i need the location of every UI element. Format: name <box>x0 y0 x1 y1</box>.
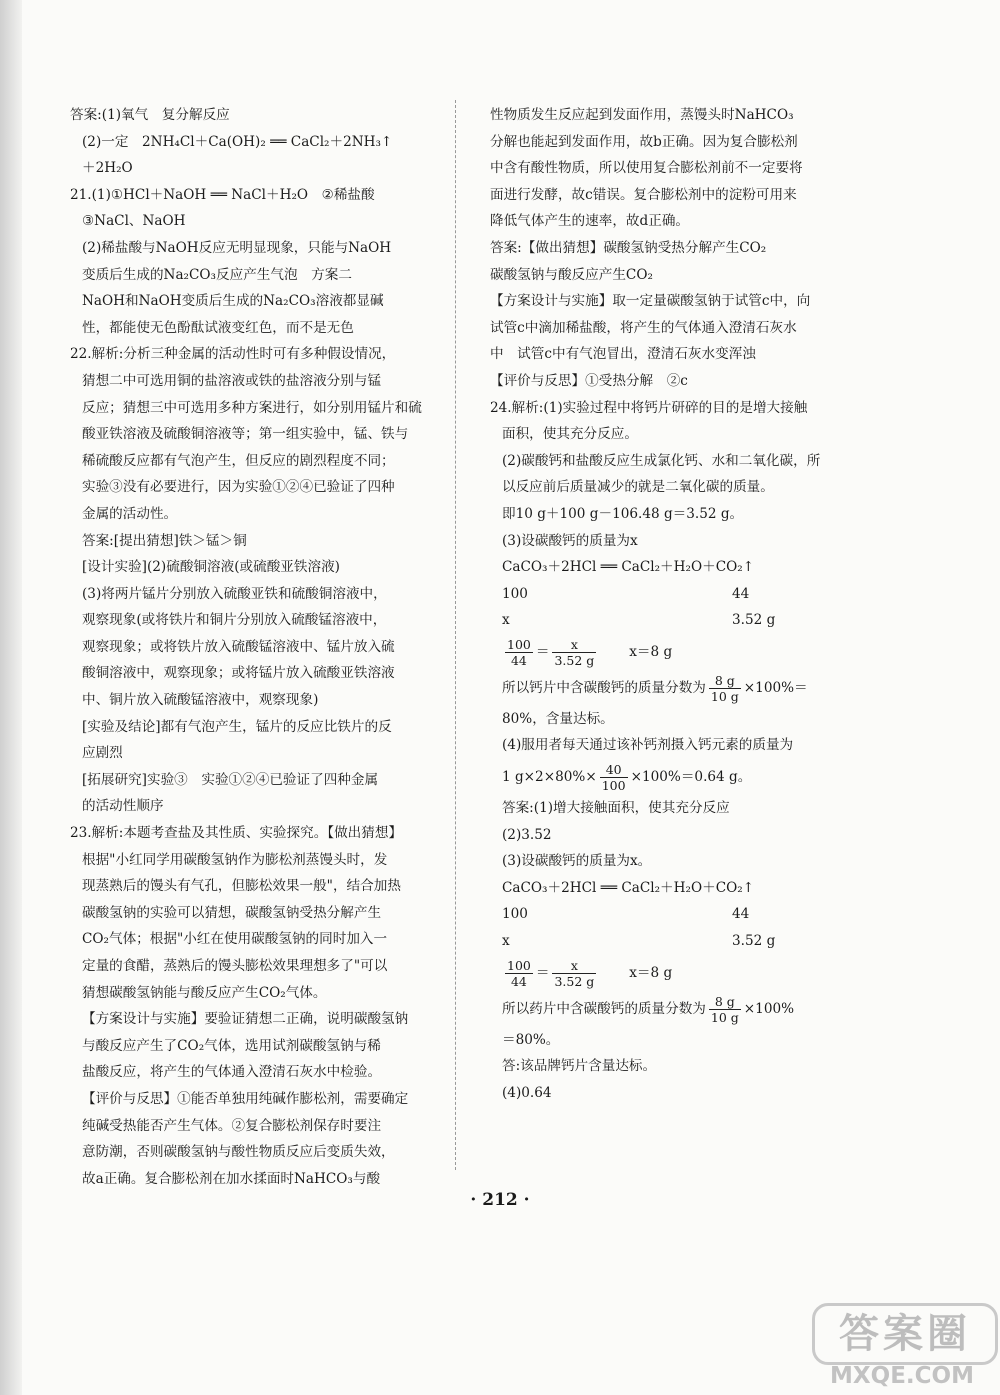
text-line: 酸亚铁溶液及硫酸铜溶液等；第一组实验中，锰、铁与 <box>82 426 409 443</box>
equation-masses: 100 44 <box>502 585 750 602</box>
text-line: 性物质发生反应起到发面作用，蒸馒头时NaHCO₃ <box>490 107 794 123</box>
watermark-mark: 答案圈 <box>812 1303 998 1365</box>
text-line: (2)3.52 <box>502 826 552 843</box>
fraction: $\frac{100}{44}$ <box>507 636 531 668</box>
watermark-url: MXQE.COM <box>830 1363 974 1389</box>
proportion-line: $\frac{100}{44}$ ＝ $\frac{x}{3.52 g}$ x＝8 g <box>507 957 673 989</box>
text-line: 观察现象(或将铁片和铜片分别放入硫酸锰溶液中， <box>82 612 387 629</box>
text-line: [设计实验](2)硫酸铜溶液(或硫酸亚铁溶液) <box>82 559 340 576</box>
text-line: 【方案设计与实施】要验证猜想二正确，说明碳酸氢钠 <box>82 1011 409 1028</box>
question-22: 22.解析:分析三种金属的活动性时可有多种假设情况， <box>70 346 396 363</box>
equation-line: CaCO₃＋2HCl ══ CaCl₂＋H₂O＋CO₂↑ <box>502 559 755 576</box>
text-line: 降低气体产生的速率，故d正确。 <box>490 213 690 230</box>
fraction: $\frac{x}{3.52 g}$ <box>554 957 595 989</box>
text-line: 以反应前后质量减少的就是二氧化碳的质量。 <box>502 479 774 496</box>
right-column <box>490 102 855 1106</box>
text-line: (2)一定 2NH₄Cl＋Ca(OH)₂ ══ CaCl₂＋2NH₃↑ <box>82 133 393 150</box>
answer-line: 答案:(1)增大接触面积，使其充分反应 <box>502 800 730 817</box>
text-line: ＋2H₂O <box>82 160 133 177</box>
text-line: 即10 g＋100 g－106.48 g＝3.52 g。 <box>502 505 744 522</box>
page-number: · 212 · <box>470 1190 530 1210</box>
text-line: 纯碱受热能否产生气体。②复合膨松剂保存时要注 <box>82 1117 382 1134</box>
text-line: (4)0.64 <box>502 1084 552 1101</box>
text-line: [拓展研究]实验③ 实验①②④已验证了四种金属 <box>82 771 379 788</box>
text-line: 意防潮，否则碳酸氢钠与酸性物质反应后变质失效， <box>82 1144 395 1161</box>
text-line: 碳酸氢钠的实验可以猜想，碳酸氢钠受热分解产生 <box>82 904 382 921</box>
text-line: 中 试管c中有气泡冒出，澄清石灰水变浑浊 <box>490 346 756 363</box>
text-line: (3)将两片锰片分别放入硫酸亚铁和硫酸铜溶液中， <box>82 585 387 602</box>
text-line: (4)服用者每天通过该补钙剂摄入钙元素的质量为 <box>502 737 794 754</box>
text-line: 盐酸反应，将产生的气体通入澄清石灰水中检验。 <box>82 1064 382 1081</box>
answer-line: 答案:【做出猜想】碳酸氢钠受热分解产生CO₂ <box>490 239 767 256</box>
text-line: ③NaCl、NaOH <box>82 213 186 230</box>
text-line: 金属的活动性。 <box>82 505 178 522</box>
text-line: 实验③没有必要进行，因为实验①②④已验证了四种 <box>82 479 395 496</box>
text-line: 现蒸熟后的馒头有气孔，但膨松效果一般"，结合加热 <box>82 878 401 895</box>
text-line: 面积，使其充分反应。 <box>502 426 638 443</box>
fraction: $\frac{x}{3.52 g}$ <box>554 636 595 668</box>
question-24: 24.解析:(1)实验过程中将钙片研碎的目的是增大接触 <box>490 399 808 416</box>
text-line: ＝80%。 <box>502 1031 560 1048</box>
text-line: 试管c中滴加稀盐酸，将产生的气体通入澄清石灰水 <box>490 319 797 336</box>
text-line: 分解也能起到发面作用，故b正确。因为复合膨松剂 <box>490 133 798 150</box>
text-line: 的活动性顺序 <box>82 798 164 815</box>
text-line: 面进行发酵，故c错误。复合膨松剂中的淀粉可用来 <box>490 186 797 203</box>
mass-fraction-line: 所以钙片中含碳酸钙的质量分数为 $\frac{8 g}{10 g}$ ×100%＝ <box>502 672 808 704</box>
equation-unknowns: x 3.52 g <box>502 612 776 629</box>
text-line: NaOH和NaOH变质后生成的Na₂CO₃溶液都显碱 <box>82 293 384 310</box>
text-line: 猜想碳酸氢钠能与酸反应产生CO₂气体。 <box>82 984 327 1001</box>
fraction: $\frac{8 g}{10 g}$ <box>710 993 739 1025</box>
text-line: 猜想二中可选用铜的盐溶液或铁的盐溶液分别与锰 <box>82 372 382 389</box>
text-line: 碳酸氢钠与酸反应产生CO₂ <box>490 266 653 283</box>
calcium-mass-line: 1 g×2×80%× $\frac{40}{100}$ ×100%＝0.64 g。 <box>502 762 752 794</box>
fraction: $\frac{8 g}{10 g}$ <box>710 672 739 704</box>
column-divider <box>455 100 456 1170</box>
text-line: (3)设碳酸钙的质量为x。 <box>502 853 652 870</box>
text-line: (2)稀盐酸与NaOH反应无明显现象，只能与NaOH <box>82 239 392 256</box>
text-line: 定量的食醋，蒸熟后的馒头膨松效果理想多了"可以 <box>82 958 388 974</box>
equation-line: CaCO₃＋2HCl ══ CaCl₂＋H₂O＋CO₂↑ <box>502 879 755 896</box>
question-23: 23.解析:本题考查盐及其性质、实验探究。【做出猜想】 <box>70 825 403 842</box>
equation-masses: 100 44 <box>502 906 750 923</box>
text-line: 80%，含量达标。 <box>502 710 614 727</box>
mass-fraction-line: 所以药片中含碳酸钙的质量分数为 $\frac{8 g}{10 g}$ ×100% <box>502 993 795 1025</box>
text-line: 变质后生成的Na₂CO₃反应产生气泡 方案二 <box>82 266 352 283</box>
text-line: [实验及结论]都有气泡产生，锰片的反应比铁片的反 <box>82 718 392 735</box>
scan-edge-shadow <box>0 0 22 1395</box>
text-line: 与酸反应产生了CO₂气体，选用试剂碳酸氢钠与稀 <box>82 1037 381 1054</box>
answer-line: 答案:(1)氧气 复分解反应 <box>70 107 230 123</box>
text-line: (2)碳酸钙和盐酸反应生成氯化钙、水和二氧化碳，所 <box>502 452 821 469</box>
text-line: 应剧烈 <box>82 745 123 762</box>
answer-line: 答案:[提出猜想]铁＞锰＞铜 <box>82 532 247 549</box>
text-line: 酸铜溶液中，观察现象；或将锰片放入硫酸亚铁溶液 <box>82 665 395 682</box>
text-line: CO₂气体；根据"小红在使用碳酸氢钠的同时加入一 <box>82 931 388 948</box>
text-line: 中、铜片放入硫酸锰溶液中，观察现象) <box>82 692 319 709</box>
equation-unknowns: x 3.52 g <box>502 933 776 950</box>
text-line: 中含有酸性物质，所以使用复合膨松剂前不一定要将 <box>490 160 803 177</box>
watermark-logo <box>812 1303 992 1389</box>
text-line: (3)设碳酸钙的质量为x <box>502 532 638 549</box>
text-line: 【评价与反思】①受热分解 ②c <box>490 372 688 389</box>
text-line: 观察现象；或将铁片放入硫酸锰溶液中、锰片放入硫 <box>82 638 395 655</box>
text-line: 反应；猜想三中可选用多种方案进行，如分别用锰片和硫 <box>82 399 422 416</box>
text-line: 根据"小红同学用碳酸氢钠作为膨松剂蒸馒头时，发 <box>82 851 388 868</box>
text-line: 【方案设计与实施】取一定量碳酸氢钠于试管c中，向 <box>490 293 811 310</box>
left-column <box>70 102 442 1192</box>
text-line: 故a正确。复合膨松剂在加水揉面时NaHCO₃与酸 <box>82 1170 381 1187</box>
text-line: 稀硫酸反应都有气泡产生，但反应的剧烈程度不同； <box>82 452 395 469</box>
fraction: $\frac{100}{44}$ <box>507 957 531 989</box>
question-21: 21.(1)①HCl＋NaOH ══ NaCl＋H₂O ②稀盐酸 <box>70 186 375 203</box>
text-line: 性，都能使无色酚酞试液变红色，而不是无色 <box>82 319 354 336</box>
proportion-line: $\frac{100}{44}$ ＝ $\frac{x}{3.52 g}$ x＝8 g <box>507 636 673 668</box>
text-line: 【评价与反思】①能否单独用纯碱作膨松剂，需要确定 <box>82 1090 409 1107</box>
fraction: $\frac{40}{100}$ <box>601 762 626 794</box>
text-line: 答:该品牌钙片含量达标。 <box>502 1058 657 1075</box>
